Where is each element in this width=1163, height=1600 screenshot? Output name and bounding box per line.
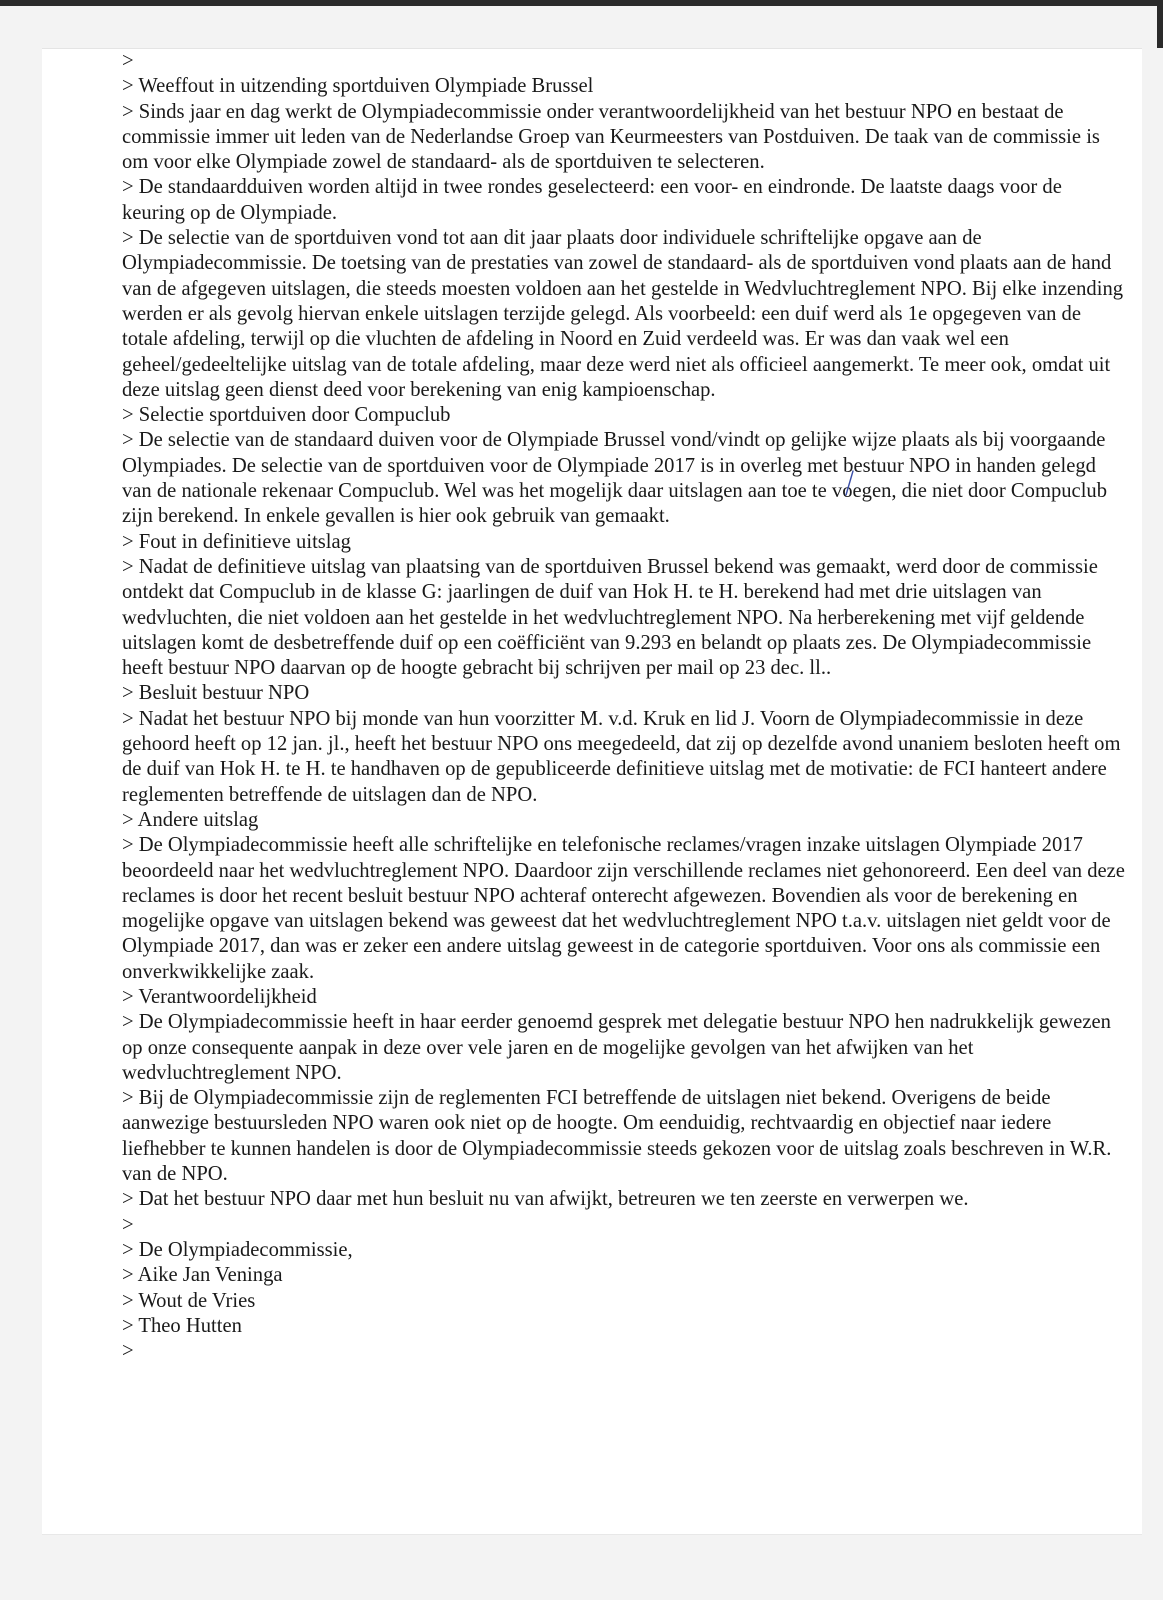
- section-heading-fout: > Fout in definitieve uitslag: [122, 530, 351, 553]
- paragraph-andere-uitslag: > De Olympiadecommissie heeft alle schriftelijke en telefonische reclames/vragen inzake uitslagen Olympiade 2017 beoordeeld naar het wedvluchtreglement NPO. Daardoor zijn verschillende reclames niet gehonoreerd. Een deel van deze reclames is door het recent besluit bestuur NPO achteraf onterecht afgewezen. Bovendien als voor de berekening en mogelijke opgave van uitslagen bekend was geweest dat het wedvluchtreglement NPO t.a.v. uitslagen niet geldt voor de Olympiade 2017, dan was er zeker een andere uitslag geweest in de categorie sportduiven. Voor ons als commissie een onverkwikkelijke zaak.: [122, 834, 1125, 983]
- paragraph-compuclub: > De selectie van de standaard duiven voor de Olympiade Brussel vond/vindt op gelijke wijze plaats als bij voorgaande Olympiades. De selectie van de sportduiven voor de Olympiade 2017 is in overleg met bestuur NPO in handen gelegd van de nationale rekenaar Compuclub. Wel was het mogelijk daar uitslagen aan toe te voegen, die niet door Compuclub zijn berekend. In enkele gevallen is hier ook gebruik van gemaakt.: [122, 429, 1108, 528]
- paragraph-conclusion: > Dat het bestuur NPO daar met hun besluit nu van afwijkt, betreuren we ten zeerste en verwerpen we.: [122, 1188, 969, 1211]
- paragraph-intro: > Sinds jaar en dag werkt de Olympiadecommissie onder verantwoordelijkheid van het bestuur NPO en bestaat de commissie immer uit leden van de Nederlandse Groep van Keurmeesters van Postduiven. De taak van de commissie is om voor elke Olympiade zowel de standaard- als de sportduiven te selecteren.: [122, 100, 1100, 174]
- scanned-page: [42, 48, 1142, 1535]
- paragraph-standard-selection: > De standaardduiven worden altijd in twee rondes geselecteerd: een voor- en eindronde. De laatste daags voor de keuring op de Olympiade.: [122, 176, 1062, 224]
- section-heading-andere-uitslag: > Andere uitslag: [122, 808, 259, 831]
- quote-line-empty: >: [122, 50, 134, 72]
- letter-body: [122, 49, 1127, 1364]
- signature-organization: > De Olympiadecommissie,: [122, 1238, 353, 1261]
- section-heading-besluit: > Besluit bestuur NPO: [122, 682, 310, 705]
- scan-corner-shadow: [1157, 0, 1163, 48]
- signature-name: > Wout de Vries: [122, 1289, 256, 1312]
- section-heading-compuclub: > Selectie sportduiven door Compuclub: [122, 404, 451, 427]
- quote-line-empty: >: [122, 1340, 134, 1363]
- signature-name: > Theo Hutten: [122, 1314, 242, 1337]
- paragraph-sport-selection-history: > De selectie van de sportduiven vond tot aan dit jaar plaats door individuele schriftelijke opgave aan de Olympiadecommissie. De toetsing van de prestaties van zowel de standaard- als de sportduiven vond plaats aan de hand van de afgegeven uitslagen, die steeds moesten voldoen aan het gestelde in Wedvluchtreglement NPO. Bij elke inzending werden er als gevolg hiervan enkele uitslagen terzijde gelegd. Als voorbeeld: een duif werd als 1e opgegeven van de totale afdeling, terwijl op die vluchten de afdeling in Noord en Zuid verdeeld was. Er was dan vaak wel een geheel/gedeeltelijke uitslag van de totale afdeling, maar deze werd niet als officieel aangemerkt. Te meer ook, omdat uit deze uitslag geen dienst deed voor berekening van enig kampioenschap.: [122, 227, 1124, 401]
- paragraph-besluit: > Nadat het bestuur NPO bij monde van hun voorzitter M. v.d. Kruk en lid J. Voorn de Olympiadecommissie in deze gehoord heeft op 12 jan. jl., heeft het bestuur NPO ons meegedeeld, dat zij op dezelfde avond unaniem besloten heeft om de duif van Hok H. te H. te handhaven op de gepubliceerde definitieve uitslag met de motivatie: de FCI hanteert andere reglementen betreffende de uitslagen dan de NPO.: [122, 707, 1121, 806]
- signature-name: > Aike Jan Veninga: [122, 1264, 283, 1287]
- section-heading-verantwoordelijkheid: > Verantwoordelijkheid: [122, 985, 317, 1008]
- paragraph-fout: > Nadat de definitieve uitslag van plaatsing van de sportduiven Brussel bekend was gemaakt, werd door de commissie ontdekt dat Compuclub in de klasse G: jaarlingen de duif van Hok H. te H. berekend had met drie uitslagen van wedvluchten, die niet voldoen aan het gestelde in het wedvluchtreglement NPO. Na herberekening met vijf geldende uitslagen komt de desbetreffende duif op een coëfficiënt van 9.293 en belandt op plaats zes. De Olympiadecommissie heeft bestuur NPO daarvan op de hoogte gebracht bij schrijven per mail op 23 dec. ll..: [122, 555, 1098, 680]
- scan-top-edge: [0, 0, 1163, 6]
- paragraph-verantwoordelijkheid: > De Olympiadecommissie heeft in haar eerder genoemd gesprek met delegatie bestuur NPO hen nadrukkelijk gewezen op onze consequente aanpak in deze over vele jaren en de mogelijke gevolgen van het afwijken van het wedvluchtreglement NPO.: [122, 1011, 1111, 1084]
- pen-mark-icon: [842, 469, 856, 499]
- paragraph-fci-reglementen: > Bij de Olympiadecommissie zijn de reglementen FCI betreffende de uitslagen niet bekend. Overigens de beide aanwezige bestuursleden NPO waren ook niet op de hoogte. Om eenduidig, rechtvaardig en objectief naar iedere liefhebber te kunnen handelen is door de Olympiadecommissie steeds gekozen voor de uitslag zoals beschreven in W.R. van de NPO.: [122, 1087, 1112, 1186]
- letter-title: > Weeffout in uitzending sportduiven Olympiade Brussel: [122, 75, 594, 98]
- quote-line-empty: >: [122, 1213, 134, 1236]
